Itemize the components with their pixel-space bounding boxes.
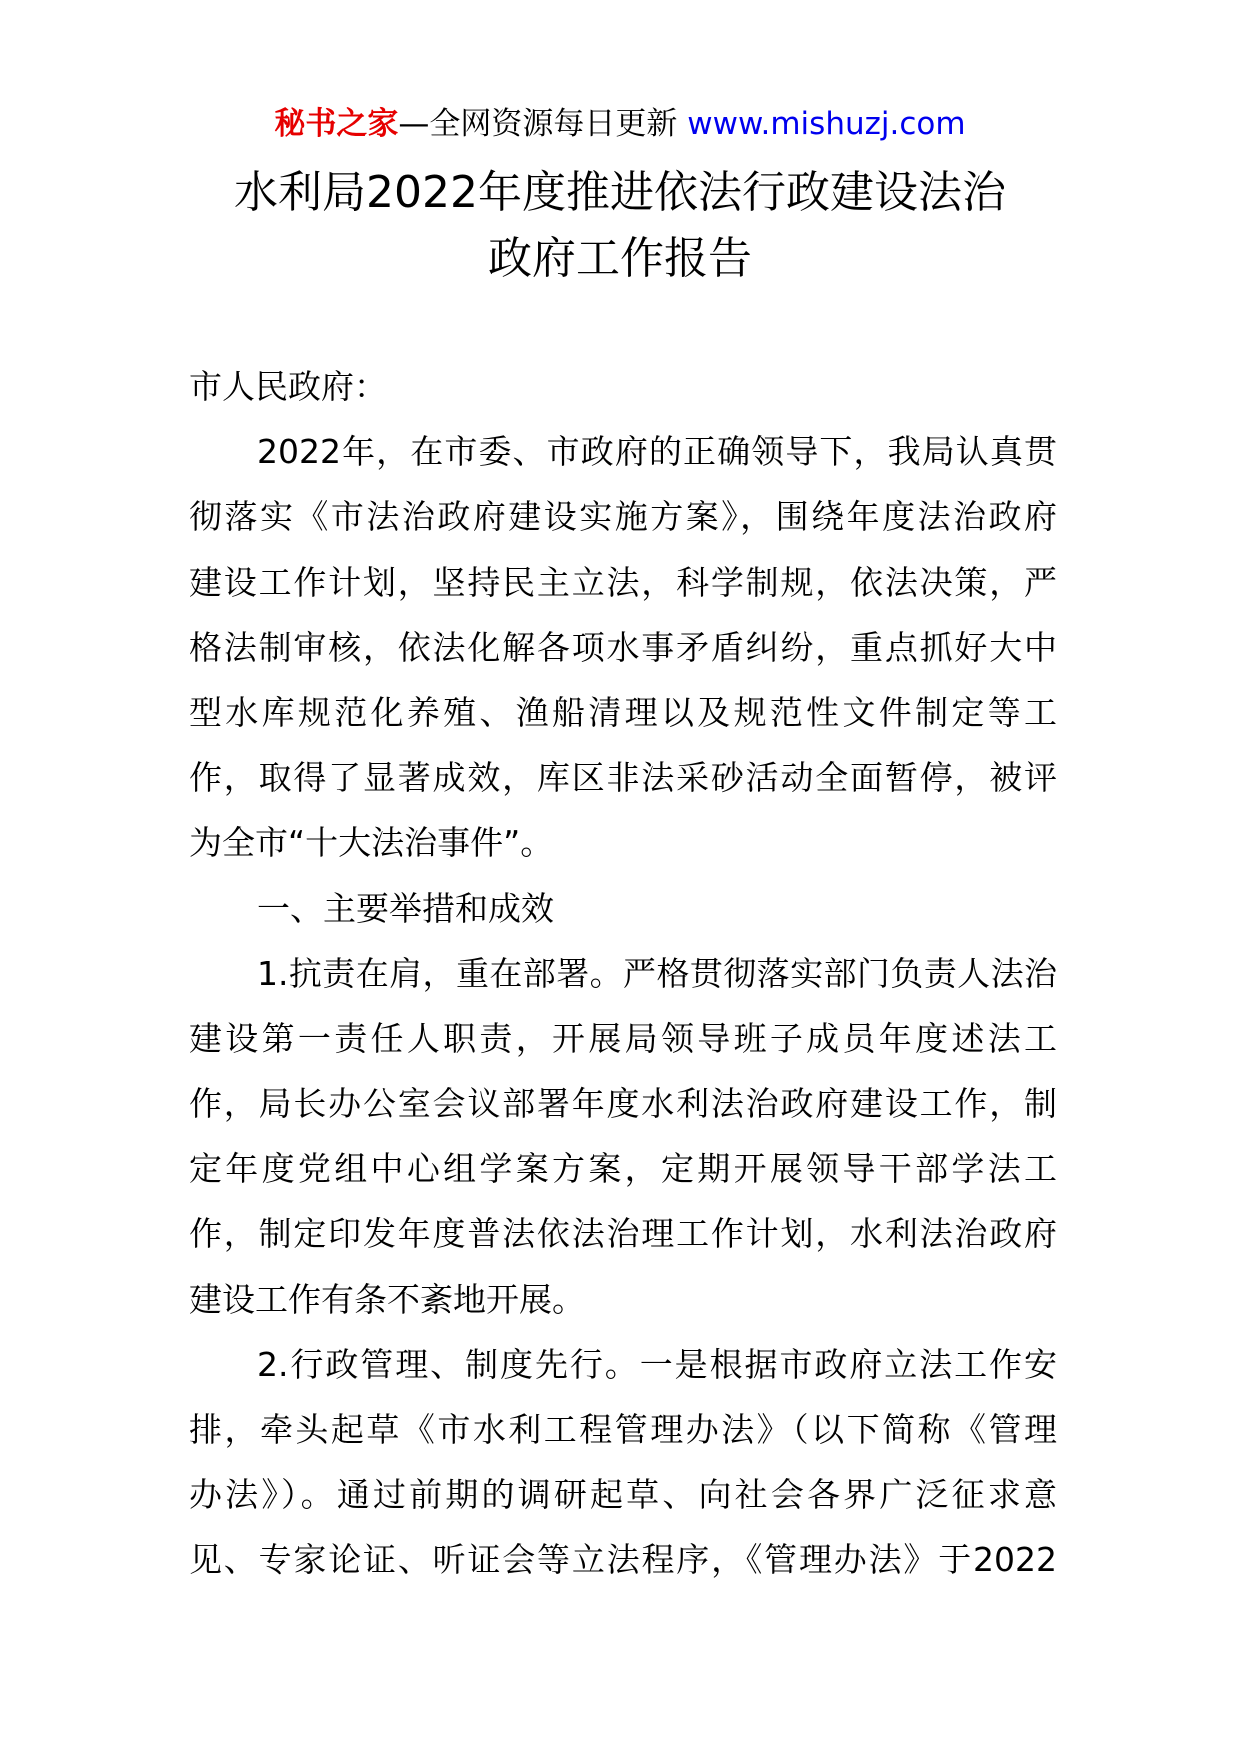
body-text-line: 见、专家论证、听证会等立法程序，《管理办法》于2022	[189, 1540, 1057, 1580]
body-text-line: 彻落实《市法治政府建设实施方案》，围绕年度法治政府	[189, 497, 1057, 537]
body-text-line: 型水库规范化养殖、渔船清理以及规范性文件制定等工	[189, 692, 1057, 732]
banner-brand: 秘书之家	[274, 106, 399, 142]
body-text-line: 排，牵头起草《市水利工程管理办法》（以下简称《管理	[189, 1410, 1057, 1449]
body-text-line: 建设工作有条不紊地开展。	[189, 1279, 585, 1319]
document-title-line-1: 水利局2022年度推进依法行政建设法治	[234, 167, 1006, 218]
body-text-line: 2022年，在市委、市政府的正确领导下，我局认真贯	[257, 432, 1057, 472]
banner-url-link[interactable]: www.mishuzj.com	[687, 106, 966, 142]
body-text-line: 建设工作计划，坚持民主立法，科学制规，依法决策，严	[189, 562, 1057, 602]
banner-slogan: —全网资源每日更新	[398, 106, 678, 142]
document-body	[189, 354, 1057, 1593]
body-text-line: 作，制定印发年度普法依法治理工作计划，水利法治政府	[189, 1214, 1057, 1254]
document-title-line-2: 政府工作报告	[488, 233, 752, 284]
body-text-line: 一、主要举措和成效	[257, 888, 554, 928]
body-text-line: 市人民政府：	[189, 367, 387, 406]
body-text-line: 作，局长办公室会议部署年度水利法治政府建设工作，制	[189, 1084, 1057, 1124]
body-text-line: 为全市“十大法治事件”。	[189, 823, 554, 863]
body-text-line: 办法》）。通过前期的调研起草、向社会各界广泛征求意	[189, 1475, 1057, 1515]
body-text-line: 1.抗责在肩，重在部署。严格贯彻落实部门负责人法治	[257, 953, 1057, 993]
body-text-line: 定年度党组中心组学案方案，定期开展领导干部学法工	[189, 1149, 1057, 1189]
body-text-line: 格法制审核，依法化解各项水事矛盾纠纷，重点抓好大中	[189, 627, 1057, 667]
site-banner	[0, 104, 1240, 144]
body-text-line: 建设第一责任人职责，开展局领导班子成员年度述法工	[189, 1018, 1057, 1058]
body-text-line: 作，取得了显著成效，库区非法采砂活动全面暂停，被评	[189, 758, 1057, 798]
body-text-line: 2.行政管理、制度先行。一是根据市政府立法工作安	[257, 1344, 1057, 1384]
